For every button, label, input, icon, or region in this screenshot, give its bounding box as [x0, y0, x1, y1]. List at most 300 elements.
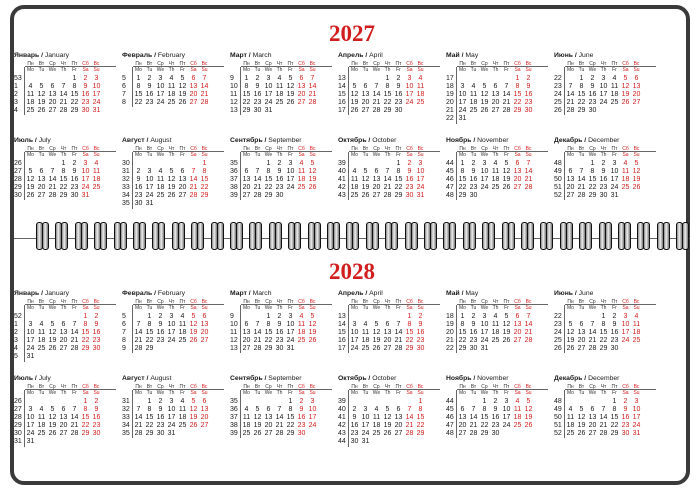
day-cell: 21: [469, 422, 478, 430]
week-number: 43: [338, 430, 346, 438]
weekday-label: Чт Th: [276, 384, 283, 396]
day-cell: 9: [407, 168, 412, 176]
day-cell: 22: [81, 337, 90, 345]
day-cell: 22: [70, 99, 79, 107]
day-cell: 14: [48, 176, 57, 184]
weekday-label: Вс Su: [309, 146, 316, 158]
day-cell: 12: [253, 414, 262, 422]
weekday-label: Чт Th: [60, 146, 67, 158]
day-cell: 22: [59, 184, 68, 192]
week-number: 26: [554, 345, 562, 353]
day-cell: 11: [92, 168, 101, 176]
week-row: [230, 75, 334, 83]
day-cell: 4: [568, 406, 573, 414]
month-december: [554, 375, 658, 438]
weekday-label: Чт Th: [168, 299, 175, 311]
week-row: [446, 176, 550, 184]
day-cell: 9: [94, 406, 99, 414]
weekday-label: Чт Th: [168, 384, 175, 396]
week-row: [122, 406, 226, 414]
weekday-label: Пн Mo: [135, 299, 142, 311]
weekday-label: Пт Fr: [395, 384, 402, 396]
day-cell: 28: [502, 107, 511, 115]
day-cell: 15: [416, 414, 425, 422]
day-cell: 15: [145, 414, 154, 422]
header-rule: [25, 389, 116, 390]
weekday-label: Чт Th: [168, 146, 175, 158]
day-cell: 24: [286, 337, 295, 345]
day-cell: 4: [277, 75, 282, 82]
week-row: [122, 337, 226, 345]
day-cell: 5: [504, 160, 509, 167]
week-number: 9: [122, 345, 126, 353]
week-number: 6: [122, 83, 126, 91]
day-cell: 16: [92, 414, 101, 422]
week-number: 41: [338, 414, 346, 422]
weekday-label: Пн Mo: [243, 146, 250, 158]
month-name-ru: Октябрь: [338, 137, 367, 144]
day-cell: 22: [264, 184, 273, 192]
weekday-label: Вс Su: [633, 384, 640, 396]
day-cell: 9: [471, 321, 476, 329]
day-cell: 2: [612, 313, 617, 320]
weekday-label: Пт Fr: [611, 61, 618, 73]
month-name-en: July: [38, 375, 51, 382]
weekday-label: Пт Fr: [287, 61, 294, 73]
day-cell: 8: [288, 406, 293, 414]
month-name: Ноябрь / November: [446, 375, 509, 382]
day-cell: 8: [482, 406, 487, 414]
day-cell: 3: [418, 160, 423, 167]
day-cell: 17: [145, 184, 154, 192]
week-number: 5: [14, 353, 18, 361]
weekday-label: Ср We: [48, 299, 57, 311]
weekday-label: Вт Tu: [146, 146, 153, 158]
day-cell: 17: [167, 414, 176, 422]
week-number: 27: [14, 168, 22, 176]
day-cell: 29: [610, 430, 619, 438]
day-cell: 1: [244, 75, 249, 82]
day-cell: 17: [92, 91, 101, 99]
day-cell: 4: [612, 75, 617, 82]
weekday-label: Вт Tu: [254, 384, 261, 396]
day-cell: 24: [632, 422, 641, 430]
day-cell: 27: [242, 192, 251, 200]
day-cell: 18: [275, 91, 284, 99]
day-cell: 19: [502, 329, 511, 337]
day-cell: 7: [374, 83, 379, 91]
month-name: Август / August: [122, 375, 172, 382]
day-cell: 2: [158, 313, 163, 320]
day-cell: 26: [577, 430, 586, 438]
day-cell: 8: [61, 168, 66, 176]
day-cell: 6: [515, 313, 520, 320]
month-name-ru: Август: [122, 375, 145, 382]
day-cell: 7: [202, 75, 207, 82]
day-cell: 22: [145, 337, 154, 345]
day-cell: 14: [70, 414, 79, 422]
day-cell: 16: [253, 91, 262, 99]
day-cell: 20: [458, 422, 467, 430]
day-cell: 21: [524, 176, 533, 184]
weekday-label: Чт Th: [600, 299, 607, 311]
week-number: 48: [446, 430, 454, 438]
month-name-ru: Январь: [14, 52, 40, 59]
weekday-label: Сб Sa: [622, 384, 629, 396]
header-rule: [25, 66, 116, 67]
day-cell: 5: [623, 75, 628, 82]
week-row: [122, 321, 226, 329]
day-cell: 1: [83, 398, 88, 405]
day-cell: 18: [178, 414, 187, 422]
day-cell: 7: [568, 83, 573, 91]
day-cell: 18: [297, 176, 306, 184]
week-row: [554, 176, 658, 184]
day-cell: 28: [577, 192, 586, 200]
day-cell: 28: [308, 99, 317, 107]
day-cell: 30: [253, 107, 262, 115]
week-number: 12: [230, 337, 238, 345]
day-cell: 22: [81, 422, 90, 430]
spiral-ring: [352, 222, 359, 250]
day-cell: 1: [601, 313, 606, 320]
day-cell: 8: [266, 168, 271, 176]
week-number: 11: [230, 91, 238, 99]
day-cell: 12: [372, 329, 381, 337]
day-cell: 1: [612, 398, 617, 405]
day-cell: 31: [145, 200, 154, 208]
week-row: [230, 107, 334, 115]
day-cell: 19: [372, 337, 381, 345]
day-cell: 12: [167, 176, 176, 184]
day-cell: 26: [286, 99, 295, 107]
day-cell: 7: [590, 321, 595, 329]
weekday-label: Чт Th: [60, 384, 67, 396]
day-cell: 15: [577, 91, 586, 99]
week-number: 28: [14, 414, 22, 422]
weekday-label: Вс Su: [201, 299, 208, 311]
day-cell: 24: [26, 345, 35, 353]
weekday-label: Вт Tu: [578, 146, 585, 158]
weekday-header: [446, 61, 550, 75]
day-cell: 15: [242, 91, 251, 99]
day-cell: 2: [255, 75, 260, 82]
month-name-en: October: [372, 137, 397, 144]
day-cell: 2: [396, 75, 401, 82]
day-cell: 4: [39, 406, 44, 414]
day-cell: 7: [136, 406, 141, 414]
weekday-header: [14, 384, 118, 398]
weekday-label: Пн Mo: [27, 61, 34, 73]
month-may: [446, 290, 550, 353]
day-cell: 7: [72, 406, 77, 414]
day-cell: 28: [70, 345, 79, 353]
day-cell: 2: [471, 160, 476, 167]
week-number: 49: [554, 406, 562, 414]
day-cell: 17: [350, 337, 359, 345]
spiral-ring: [391, 222, 398, 250]
spiral-ring: [61, 222, 68, 250]
week-number: 29: [14, 184, 22, 192]
day-cell: 19: [480, 99, 489, 107]
day-cell: 7: [61, 83, 66, 91]
day-cell: 17: [610, 176, 619, 184]
day-cell: 16: [394, 91, 403, 99]
week-number: 17: [338, 107, 346, 115]
week-row: [554, 168, 658, 176]
weekday-label: Сб Sa: [190, 61, 197, 73]
day-cell: 20: [394, 422, 403, 430]
day-cell: 19: [632, 176, 641, 184]
day-cell: 16: [524, 91, 533, 99]
month-name-ru: Февраль: [122, 290, 153, 297]
day-cell: 17: [286, 176, 295, 184]
weekday-label: Вт Tu: [470, 146, 477, 158]
week-row: [446, 107, 550, 115]
day-cell: 26: [383, 430, 392, 438]
day-cell: 15: [286, 414, 295, 422]
day-cell: 11: [178, 321, 187, 329]
week-row: [554, 321, 658, 329]
weekday-label: Ср We: [48, 384, 57, 396]
week-number: 8: [122, 337, 126, 345]
day-cell: 31: [416, 192, 425, 200]
week-row: [338, 422, 442, 430]
day-cell: 12: [189, 406, 198, 414]
week-row: [338, 337, 442, 345]
month-august: [122, 375, 226, 438]
day-cell: 20: [513, 329, 522, 337]
day-cell: 29: [480, 430, 489, 438]
day-cell: 14: [200, 83, 209, 91]
day-cell: 16: [588, 91, 597, 99]
day-cell: 22: [145, 422, 154, 430]
day-cell: 21: [577, 184, 586, 192]
week-number: 12: [230, 99, 238, 107]
week-number: 8: [122, 99, 126, 107]
week-number: 13: [338, 313, 346, 320]
week-row: [554, 313, 658, 321]
day-cell: 5: [504, 313, 509, 320]
spiral-ring: [139, 222, 146, 250]
day-cell: 24: [480, 337, 489, 345]
day-cell: 25: [350, 192, 359, 200]
week-row: [338, 83, 442, 91]
spiral-ring: [411, 222, 418, 250]
day-cell: 13: [59, 329, 68, 337]
spiral-ring: [217, 222, 224, 250]
day-cell: 10: [26, 329, 35, 337]
day-cell: 10: [286, 321, 295, 329]
day-cell: 2: [471, 313, 476, 320]
day-cell: 26: [189, 337, 198, 345]
day-cell: 19: [48, 337, 57, 345]
day-cell: 18: [513, 414, 522, 422]
week-number: 35: [122, 430, 130, 438]
day-cell: 9: [136, 176, 141, 184]
day-cell: 31: [458, 115, 467, 123]
week-number: 39: [338, 398, 346, 405]
day-cell: 11: [275, 83, 284, 91]
day-cell: 14: [134, 329, 143, 337]
week-row: [446, 329, 550, 337]
day-cell: 4: [39, 321, 44, 329]
weekday-label: Пн Mo: [243, 299, 250, 311]
day-cell: 26: [361, 192, 370, 200]
day-cell: 22: [599, 337, 608, 345]
week-row: [14, 422, 118, 430]
day-cell: 4: [28, 83, 33, 91]
day-cell: 19: [621, 91, 630, 99]
month-name: Январь / January: [14, 290, 70, 297]
week-number: 2: [14, 329, 18, 337]
week-row: [14, 91, 118, 99]
day-cell: 24: [405, 99, 414, 107]
week-number: 27: [14, 406, 22, 414]
weekday-label: Пн Mo: [351, 61, 358, 73]
week-number: 35: [230, 398, 238, 405]
day-cell: 6: [385, 321, 390, 329]
week-number: 19: [446, 91, 454, 99]
day-cell: 9: [158, 321, 163, 329]
week-number: 43: [338, 192, 346, 200]
day-cell: 30: [275, 192, 284, 200]
weekday-label: Вт Tu: [146, 384, 153, 396]
day-cell: 3: [94, 75, 99, 82]
day-cell: 10: [26, 414, 35, 422]
week-number: 31: [122, 398, 130, 405]
day-cell: 26: [26, 192, 35, 200]
spiral-ring: [469, 222, 476, 250]
day-cell: 7: [255, 168, 260, 176]
day-cell: 26: [167, 192, 176, 200]
day-cell: 23: [275, 337, 284, 345]
spiral-ring: [449, 222, 456, 250]
day-cell: 27: [394, 430, 403, 438]
weekday-label: Вт Tu: [578, 61, 585, 73]
month-name-en: February: [157, 52, 186, 59]
day-cell: 23: [275, 184, 284, 192]
day-cell: 14: [524, 321, 533, 329]
week-row: [338, 75, 442, 83]
weekday-label: Пт Fr: [287, 146, 294, 158]
day-cell: 3: [288, 313, 293, 320]
week-number: 37: [230, 176, 238, 184]
day-cell: 11: [491, 168, 500, 176]
day-cell: 5: [385, 406, 390, 414]
weekday-label: Ср We: [264, 61, 273, 73]
week-row: [338, 406, 442, 414]
week-row: [446, 192, 550, 200]
day-cell: 26: [524, 422, 533, 430]
day-cell: 26: [350, 107, 359, 115]
day-cell: 6: [50, 83, 55, 91]
header-rule: [349, 66, 440, 67]
week-row: [230, 83, 334, 91]
weekday-header: [446, 299, 550, 313]
day-cell: 20: [59, 422, 68, 430]
day-cell: 15: [264, 329, 273, 337]
month-name-en: April: [369, 290, 383, 297]
day-cell: 4: [363, 321, 368, 329]
day-cell: 2: [277, 160, 282, 167]
weekday-label: Вс Su: [201, 146, 208, 158]
day-cell: 24: [621, 337, 630, 345]
day-cell: 27: [264, 430, 273, 438]
weekday-label: Пн Mo: [567, 384, 574, 396]
day-cell: 3: [504, 398, 509, 405]
day-cell: 9: [83, 83, 88, 91]
week-number: 50: [554, 176, 562, 184]
day-cell: 24: [308, 422, 317, 430]
day-cell: 6: [244, 321, 249, 329]
day-cell: 9: [255, 83, 260, 91]
weekday-label: Чт Th: [60, 299, 67, 311]
day-cell: 8: [590, 168, 595, 176]
day-cell: 27: [200, 337, 209, 345]
day-cell: 6: [202, 313, 207, 320]
day-cell: 21: [383, 184, 392, 192]
day-cell: 16: [156, 414, 165, 422]
day-cell: 17: [458, 99, 467, 107]
day-cell: 23: [621, 422, 630, 430]
day-cell: 3: [266, 75, 271, 82]
spiral-ring: [585, 222, 592, 250]
weekday-header: [14, 146, 118, 160]
weekday-label: Пн Mo: [459, 146, 466, 158]
day-cell: 13: [513, 168, 522, 176]
day-cell: 24: [416, 184, 425, 192]
day-cell: 22: [134, 99, 143, 107]
week-row: [230, 176, 334, 184]
day-cell: 22: [264, 337, 273, 345]
week-row: [14, 345, 118, 353]
day-cell: 31: [361, 438, 370, 446]
month-name: Январь / January: [14, 52, 70, 59]
day-cell: 14: [308, 83, 317, 91]
spiral-ring: [120, 222, 127, 250]
day-cell: 28: [70, 430, 79, 438]
day-cell: 30: [405, 192, 414, 200]
day-cell: 25: [297, 337, 306, 345]
week-row: [122, 329, 226, 337]
day-cell: 16: [297, 414, 306, 422]
day-cell: 9: [277, 168, 282, 176]
week-number: 42: [338, 184, 346, 192]
month-december: [554, 137, 658, 200]
day-cell: 22: [394, 184, 403, 192]
day-cell: 13: [178, 176, 187, 184]
day-cell: 19: [178, 91, 187, 99]
day-cell: 13: [383, 329, 392, 337]
calendar-2027: [14, 9, 690, 236]
day-cell: 14: [588, 329, 597, 337]
day-cell: 1: [460, 313, 465, 320]
day-cell: 21: [588, 337, 597, 345]
day-cell: 23: [92, 337, 101, 345]
month-october: [338, 375, 442, 447]
week-row: [122, 160, 226, 168]
week-number: 17: [446, 75, 454, 82]
day-cell: 12: [577, 414, 586, 422]
weekday-label: Вт Tu: [254, 61, 261, 73]
day-cell: 11: [491, 321, 500, 329]
week-number: 52: [554, 192, 562, 200]
month-october: [338, 137, 442, 200]
day-cell: 25: [632, 337, 641, 345]
day-cell: 22: [200, 184, 209, 192]
day-cell: 3: [460, 83, 465, 91]
